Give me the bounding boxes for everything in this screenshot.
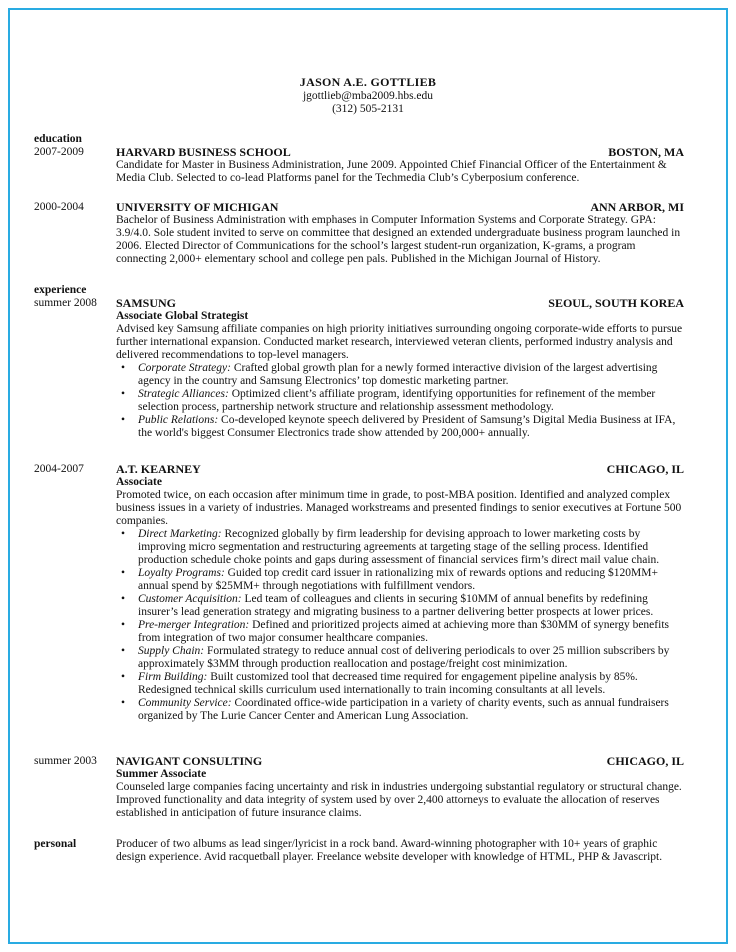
candidate-email: jgottlieb@mba2009.hbs.edu (302, 89, 434, 102)
experience-entry-samsung (116, 297, 684, 440)
org-name: SAMSUNG (116, 296, 177, 310)
entry-heading (116, 755, 684, 768)
list-item: • Corporate Strategy: Crafted global growth plan for a newly formed interactive division of the largest advertising agency in the country and Samsung Electronics’ top domestic marketing partner. (121, 362, 658, 387)
entry-description: Advised key Samsung affiliate companies on high priority initiatives surrounding ongoing corporate-wide efforts to pursue further international expansion. Conducted market research, interviewed veteran clients, performed industry analysis and delivered recommendations to top-level managers. (116, 323, 683, 361)
entry-date: summer 2003 (34, 755, 97, 767)
entry-heading (116, 146, 684, 159)
section-label-education: education (34, 133, 82, 145)
org-location: ANN ARBOR, MI (590, 200, 684, 214)
org-location: SEOUL, SOUTH KOREA (548, 296, 684, 310)
entry-description: Candidate for Master in Business Administration, June 2009. Appointed Chief Financial Officer of the Entertainment & Media Club. Selected to co-lead Platforms panel for the Techmedia Club’s Cyberposium conference. (116, 159, 667, 184)
org-name: A.T. KEARNEY (116, 462, 201, 476)
entry-date: 2000-2004 (34, 201, 84, 213)
accomplishment-list (116, 362, 684, 440)
job-title: Associate (116, 476, 162, 488)
list-item: • Loyalty Programs: Guided top credit card issuer in rationalizing mix of rewards options and reducing $120MM+ annual spend by $25MM+ through negotiations with fulfillment vendors. (121, 567, 658, 592)
org-location: BOSTON, MA (608, 145, 684, 159)
accomplishment-list (116, 528, 684, 723)
candidate-phone: (312) 505-2131 (332, 103, 404, 115)
entry-description: Bachelor of Business Administration with emphases in Computer Information Systems and Corporate Strategy. GPA: 3.9/4.0. Sole student invited to serve on committee that designed an extended undergraduate business program launched in 2006. Elected Director of Communications for the school’s largest student-run organization, K-grams, a program connecting 2,000+ elementary school and college pen pals. Published in the Michigan Journal of History. (116, 214, 681, 265)
list-item: • Customer Acquisition: Led team of colleagues and clients in securing $10MM of annual benefits by redefining insurer’s lead generation strategy and migrating business to a partner delivering better prospects at lower prices. (121, 593, 654, 618)
org-name: NAVIGANT CONSULTING (116, 754, 263, 768)
org-name: HARVARD BUSINESS SCHOOL (116, 145, 291, 159)
resume-header (0, 76, 736, 117)
job-title: Summer Associate (116, 768, 207, 780)
job-title: Associate Global Strategist (116, 310, 249, 322)
list-item: • Supply Chain: Formulated strategy to reduce annual cost of delivering periodicals to over 25 million subscribers by approximately $3MM through production reallocation and postage/freight cost minimization. (121, 645, 670, 670)
list-item: • Firm Building: Built customized tool that decreased time required for engagement pipeline analysis by 85%. Redesigned technical skills curriculum used internationally to train incoming consultants at all levels. (121, 671, 638, 696)
entry-description: Counseled large companies facing uncertainty and risk in industries undergoing substantial regulatory or structural change. Improved functionality and data integrity of system used by over 2,400 attorneys to evaluate the allocation of reserves established in anticipation of future insurance claims. (116, 781, 682, 819)
experience-entry-kearney (116, 463, 684, 723)
entry-date: summer 2008 (34, 297, 97, 309)
list-item: • Community Service: Coordinated office-wide participation in a variety of charity events, such as annual fundraisers organized by The Lurie Cancer Center and American Lung Association. (121, 697, 669, 722)
list-item: • Strategic Alliances: Optimized client’s affiliate program, identifying opportunities for refinement of the member selection process, partnership network structure and relationship assessment methodology. (121, 388, 656, 413)
list-item: • Direct Marketing: Recognized globally by firm leadership for devising approach to lower marketing costs by improving micro segmentation and restructuring agreements at targeting stage of the selling process. Identified production schedule choke points and gaps during assessment of financial services firm’s direct mail value chain. (121, 528, 660, 566)
org-location: CHICAGO, IL (606, 462, 684, 476)
experience-entry-navigant (116, 755, 684, 820)
entry-date: 2004-2007 (34, 463, 84, 475)
org-location: CHICAGO, IL (606, 754, 684, 768)
education-entry-harvard (116, 146, 684, 185)
entry-date: 2007-2009 (34, 146, 84, 158)
entry-description: Promoted twice, on each occasion after minimum time in grade, to post-MBA position. Identified and analyzed complex business issues in a variety of industries. Managed workstreams and presented findings to senior executives at Fortune 500 companies. (116, 489, 682, 527)
entry-heading (116, 463, 684, 476)
entry-heading (116, 201, 684, 214)
org-name: UNIVERSITY OF MICHIGAN (116, 200, 279, 214)
candidate-name: JASON A.E. GOTTLIEB (299, 75, 437, 89)
section-label-experience: experience (34, 284, 87, 296)
list-item: • Public Relations: Co-developed keynote speech delivered by President of Samsung’s Digital Media Business at IFA, the world's biggest Consumer Electronics trade show attended by 200,000+ annually. (121, 414, 676, 439)
education-entry-michigan (116, 201, 684, 266)
personal-entry (116, 838, 684, 864)
section-label-personal: personal (34, 838, 77, 850)
list-item: • Pre-merger Integration: Defined and prioritized projects aimed at achieving more than $30MM of synergy benefits from integration of two major consumer healthcare companies. (121, 619, 669, 644)
personal-description: Producer of two albums as lead singer/lyricist in a rock band. Award-winning photographer with 10+ years of graphic design experience. Avid racquetball player. Freelance website developer with knowledge of HTML, PHP & Javascript. (116, 838, 663, 863)
entry-heading (116, 297, 684, 310)
